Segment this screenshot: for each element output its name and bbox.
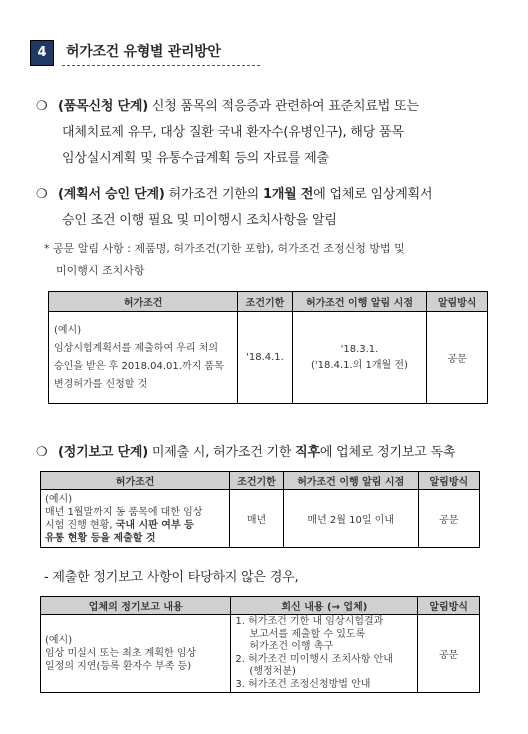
- section-number: 4: [30, 40, 54, 66]
- table-header: 조건기한: [238, 292, 292, 312]
- cell-line: 임상 미실시 또는 최초 계획한 임상: [45, 648, 197, 659]
- circle-bullet-icon: ❍: [36, 187, 48, 202]
- emphasis-text: 직후: [295, 445, 320, 460]
- paragraph-line: [36, 440, 506, 466]
- table-header: 허가조건 이행 알림 시점: [292, 292, 427, 312]
- cell-line: 매년 1월말까지 동 품목에 대한 임상: [45, 506, 203, 518]
- paragraph-text: 허가조건 기한의: [164, 187, 263, 202]
- cell-line: 보고서를 제출할 수 있도록: [249, 628, 366, 640]
- table-header: 회신 내용 (→ 업체): [231, 597, 418, 615]
- table-cell-method: 공문: [427, 312, 488, 404]
- paragraph-line: 임상실시계획 및 유통수급계획 등의 자료를 제출: [62, 151, 329, 166]
- paragraph-line: [36, 94, 506, 120]
- cell-line: 2. 허가조건 미이행시 조치사항 안내: [235, 653, 393, 665]
- cell-text: 시험 진행 현황,: [45, 519, 116, 531]
- circle-bullet-icon: ❍: [36, 99, 48, 114]
- table-header-row: [49, 292, 488, 312]
- table-cell-notice-time: 매년 2월 10일 이내: [283, 490, 418, 548]
- table-header: 알림방식: [427, 292, 488, 312]
- cell-text-bold: 국내 시판 여부 등: [115, 519, 194, 531]
- table-header: 알림방식: [418, 597, 480, 615]
- footnote-line: 미이행시 조치사항: [56, 264, 145, 277]
- table-cell-reply-content: [231, 615, 418, 693]
- emphasis-text: 1개월 전: [262, 187, 314, 202]
- table-cell-method: 공문: [418, 615, 480, 693]
- paragraph-text: 미제출 시, 허가조건 기한: [147, 445, 296, 460]
- circle-bullet-icon: ❍: [36, 445, 48, 460]
- section-title: 허가조건 유형별 관리방안: [66, 44, 221, 60]
- table-header: 허가조건: [41, 472, 230, 490]
- table-cell-deadline: '18.4.1.: [238, 312, 292, 404]
- table-header: 허가조건: [49, 292, 238, 312]
- section-header: [30, 40, 260, 66]
- table-header-row: [41, 597, 480, 615]
- table-row: [49, 312, 488, 404]
- cell-line: 승인을 받은 후 2018.04.01.까지 품목: [54, 360, 224, 372]
- cell-line: (예시): [45, 635, 73, 646]
- table-header: 알림방식: [418, 472, 479, 490]
- paragraph-item-plan-approval: [36, 182, 506, 234]
- cell-line: (예시): [54, 324, 82, 336]
- table-header: 업체의 정기보고 내용: [41, 597, 231, 615]
- table-header-row: [41, 472, 480, 490]
- cell-line: 유통 현황 등을 제출할 것: [45, 532, 156, 544]
- cell-line: [45, 519, 225, 532]
- paragraph-item-application: [36, 94, 506, 172]
- table-cell-deadline: 매년: [230, 490, 284, 548]
- condition-table-1: [48, 291, 488, 404]
- paragraph-item-periodic-report: [36, 440, 506, 466]
- cell-line: 3. 허가조건 조정신청방법 안내: [235, 678, 371, 690]
- table-cell-report-content: [41, 615, 231, 693]
- table-header: 조건기한: [230, 472, 284, 490]
- paragraph-text: 에 업체로 임상계획서: [313, 187, 433, 202]
- table-header: 허가조건 이행 알림 시점: [283, 472, 418, 490]
- section-underline: [62, 65, 260, 66]
- table-cell-method: 공문: [418, 490, 479, 548]
- cell-line: 1. 허가조건 기한 내 임상시험결과: [235, 616, 384, 627]
- paragraph-line: 승인 조건 이행 필요 및 미이행시 조치사항을 알림: [62, 213, 337, 228]
- report-response-table: [40, 596, 480, 693]
- cell-line: (행정처분): [249, 666, 296, 677]
- cell-line: 변경허가를 신청할 것: [54, 378, 148, 390]
- condition-table-2: [40, 471, 480, 548]
- paragraph-text: 신청 품목의 적응증과 관련하여 표준치료법 또는: [147, 99, 419, 114]
- cell-line: 일정의 지연(등록 환자수 부족 등): [45, 661, 192, 672]
- table-cell-condition: [49, 312, 238, 404]
- stage-label: (계획서 승인 단계): [58, 187, 165, 202]
- paragraph-line: [36, 182, 506, 208]
- table-cell-notice-time: [292, 312, 427, 404]
- cell-line: 임상시험계획서를 제출하여 우리 처의: [54, 342, 219, 354]
- cell-line: 허가조건 이행 촉구: [249, 641, 334, 652]
- cell-line: (예시): [45, 493, 73, 505]
- paragraph-line: 대체치료제 유무, 대상 질환 국내 환자수(유병인구), 해당 품목: [62, 125, 404, 140]
- sub-note: - 제출한 정기보고 사항이 타당하지 않은 경우,: [44, 570, 299, 585]
- cell-line: ('18.4.1.의 1개월 전): [311, 359, 408, 371]
- paragraph-text: 에 업체로 정기보고 독촉: [319, 445, 456, 460]
- footnote-line: * 공문 알림 사항 : 제품명, 허가조건(기한 포함), 허가조건 조정신청 방법 및: [44, 242, 405, 255]
- stage-label: (품목신청 단계): [58, 99, 148, 114]
- table-cell-condition: [41, 490, 230, 548]
- cell-line: '18.3.1.: [340, 343, 379, 355]
- footnote: [44, 238, 504, 282]
- table-row: [41, 490, 480, 548]
- stage-label: (정기보고 단계): [58, 445, 148, 460]
- table-row: [41, 615, 480, 693]
